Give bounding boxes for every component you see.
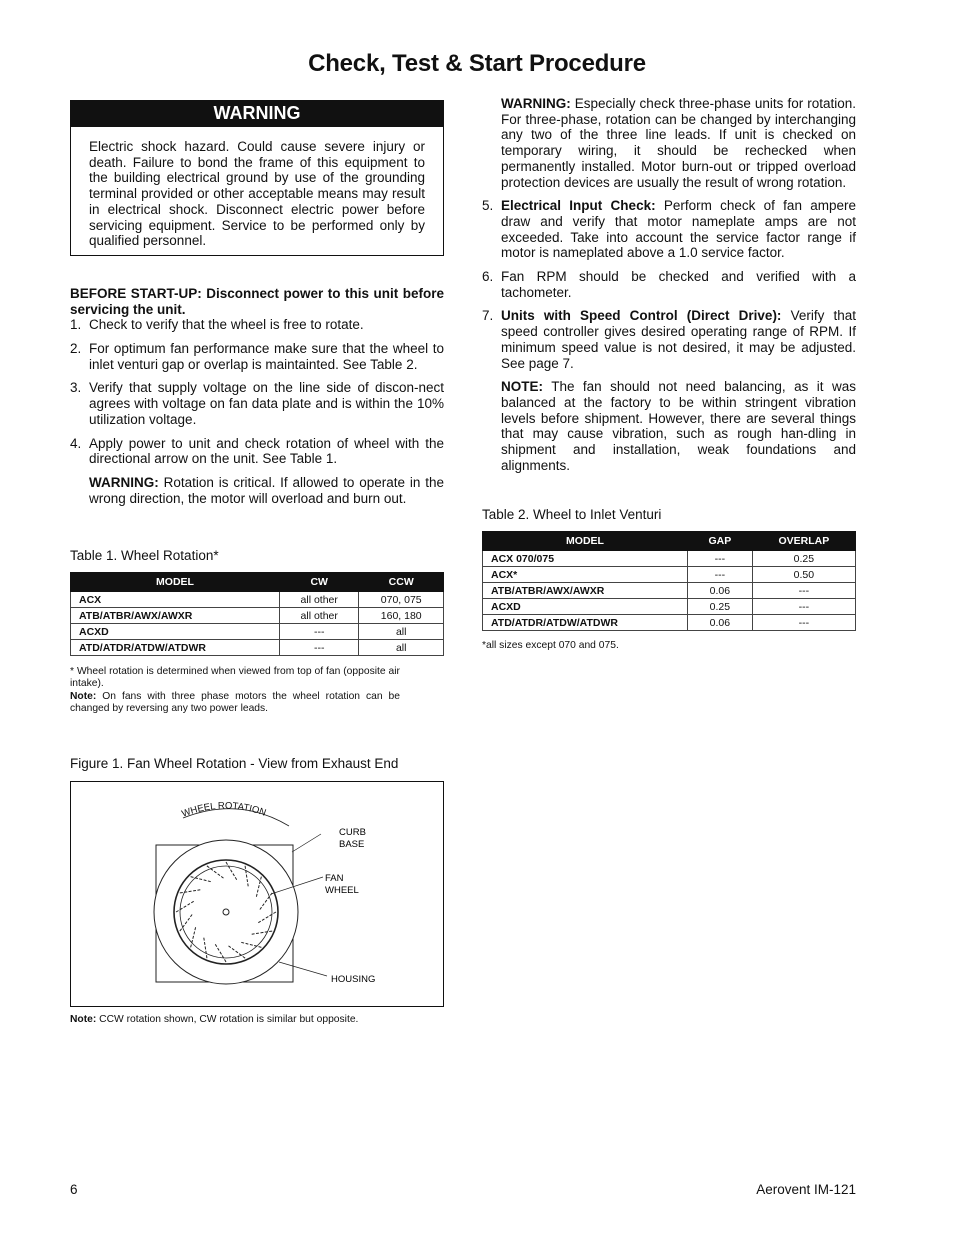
col-gap: GAP xyxy=(688,532,753,551)
three-phase-warning-text: Especially check three-phase units for rotation. For three-phase, rotation can be changed by interchanging any two of the three line leads. If unit is checked on temporary wiring, it should be rechecked when permanently installed. Motor burn-out or tripped overload protection devices are usually the result of wrong rotation. xyxy=(501,96,856,190)
step-text: Fan RPM should be checked and verified with a tachometer. xyxy=(501,269,856,300)
fan-label-1: FAN xyxy=(325,873,344,885)
warning-heading: WARNING xyxy=(71,101,443,127)
cell-model: ATD/ATDR/ATDW/ATDWR xyxy=(71,640,280,656)
cell-overlap: --- xyxy=(752,599,855,615)
table-row xyxy=(71,624,444,640)
table-row xyxy=(483,567,856,583)
cell-gap: 0.25 xyxy=(688,599,753,615)
table-row xyxy=(71,608,444,624)
table2-footnote: *all sizes except 070 and 075. xyxy=(482,640,619,652)
cell-ccw: all xyxy=(359,624,444,640)
note-label: Note: xyxy=(70,690,97,702)
table1-caption: Table 1. Wheel Rotation* xyxy=(70,548,219,564)
cell-overlap: 0.25 xyxy=(752,551,855,567)
procedure-steps-left xyxy=(70,317,444,506)
table-row xyxy=(483,583,856,599)
step-6 xyxy=(482,269,856,300)
table-row xyxy=(483,615,856,631)
col-overlap: OVERLAP xyxy=(752,532,855,551)
step-7 xyxy=(482,308,856,371)
cell-model: ATB/ATBR/AWX/AWXR xyxy=(483,583,688,599)
cell-overlap: --- xyxy=(752,583,855,599)
document-id: Aerovent IM-121 xyxy=(756,1182,856,1197)
table1-note xyxy=(70,691,400,716)
col-model: MODEL xyxy=(483,532,688,551)
cell-model: ATD/ATDR/ATDW/ATDWR xyxy=(483,615,688,631)
cell-model: ACXD xyxy=(71,624,280,640)
fan-wheel-diagram xyxy=(71,782,443,1006)
cell-overlap: 0.50 xyxy=(752,567,855,583)
note-text: CCW rotation shown, CW rotation is similar but opposite. xyxy=(96,1014,359,1026)
page-title: Check, Test & Start Procedure xyxy=(308,50,646,77)
note-text: On fans with three phase motors the wheel rotation can be changed by reversing any two power leads. xyxy=(70,690,400,715)
wheel-rotation-text: WHEEL ROTATION xyxy=(180,800,268,821)
step-number: 3. xyxy=(70,380,82,396)
table1-footnotes xyxy=(70,666,400,716)
table-row xyxy=(71,592,444,608)
step-number: 2. xyxy=(70,341,82,357)
warning-text: Electric shock hazard. Could cause severe injury or death. Failure to bond the frame of this equipment to the building electrical ground by use of the grounding terminal provided or other acceptable means may result in electrical shock. Disconnect electric power before servicing equipment. Service to be performed only by qualified personnel. xyxy=(89,139,425,249)
table-row xyxy=(483,599,856,615)
housing-label: HOUSING xyxy=(331,974,376,986)
balancing-note-label: NOTE: xyxy=(501,379,543,395)
col-ccw: CCW xyxy=(359,573,444,592)
step-number: 7. xyxy=(482,308,494,324)
rotation-warning-text: Rotation is critical. If allowed to operate in the wrong direction, the motor will overload and burn out. xyxy=(89,474,444,506)
procedure-steps-right xyxy=(482,198,856,473)
cell-ccw: all xyxy=(359,640,444,656)
cell-cw: --- xyxy=(280,640,359,656)
table2-caption: Table 2. Wheel to Inlet Venturi xyxy=(482,507,662,523)
table1-footnote: * Wheel rotation is determined when viewed from top of fan (opposite air intake). xyxy=(70,666,400,690)
left-column xyxy=(70,100,444,1027)
table-row xyxy=(71,640,444,656)
step-2 xyxy=(70,341,444,372)
step-number: 4. xyxy=(70,435,82,451)
housing-leader xyxy=(279,962,327,976)
electric-shock-warning-box xyxy=(70,100,444,256)
step-label: Electrical Input Check: xyxy=(501,198,656,214)
col-cw: CW xyxy=(280,573,359,592)
cell-gap: --- xyxy=(688,551,753,567)
curb-leader xyxy=(292,834,321,852)
balancing-note-text: The fan should not need balancing, as it was balanced at the factory to be within stringent vibration levels before shipment. However, there are several things that may cause vibration, such as rough han-dling in shipment and installation, weak foundations and alignments. xyxy=(501,379,856,473)
step-text: Verify that speed controller gives desired operating range of RPM. If minimum speed value is not desired, it may be adjusted. See page 7. xyxy=(501,308,856,371)
before-startup-notice: BEFORE START-UP: Disconnect power to this unit before servicing the unit. xyxy=(70,285,444,317)
three-phase-warning xyxy=(482,96,856,190)
step-label: Units with Speed Control (Direct Drive): xyxy=(501,308,782,324)
three-phase-warning-label: WARNING: xyxy=(501,96,571,111)
cell-cw: all other xyxy=(280,608,359,624)
cell-overlap: --- xyxy=(752,615,855,631)
step-1 xyxy=(70,317,444,333)
cell-model: ACX 070/075 xyxy=(483,551,688,567)
step-text: Perform check of fan ampere draw and verify that motor nameplate amps are not exceeded. Take into account the service factor range if motor is nameplated above a 1.0 service factor. xyxy=(501,198,856,261)
hub xyxy=(223,909,229,915)
step-number: 6. xyxy=(482,269,494,285)
step-number: 1. xyxy=(70,317,82,333)
cell-ccw: 160, 180 xyxy=(359,608,444,624)
cell-model: ATB/ATBR/AWX/AWXR xyxy=(71,608,280,624)
step-text: Verify that supply voltage on the line side of discon-nect agrees with voltage on fan data plate and is within the 10% utilization voltage. xyxy=(89,380,444,427)
balancing-note xyxy=(482,379,856,473)
curb-label-1: CURB xyxy=(339,827,366,839)
cell-ccw: 070, 075 xyxy=(359,592,444,608)
rotation-warning-label: WARNING: xyxy=(89,474,159,490)
cell-gap: --- xyxy=(688,567,753,583)
cell-gap: 0.06 xyxy=(688,615,753,631)
inlet-venturi-table xyxy=(482,531,856,631)
cell-model: ACX* xyxy=(483,567,688,583)
right-column xyxy=(482,96,856,653)
step-3 xyxy=(70,380,444,427)
step-text: For optimum fan performance make sure that the wheel to inlet venturi gap or overlap is maintainted. See Table 2. xyxy=(89,341,444,372)
note-label: Note: xyxy=(70,1014,97,1026)
wheel-rotation-label xyxy=(180,801,267,820)
figure1-caption: Figure 1. Fan Wheel Rotation - View from Exhaust End xyxy=(70,755,399,771)
cell-cw: --- xyxy=(280,624,359,640)
step-5 xyxy=(482,198,856,261)
step-text: Apply power to unit and check rotation of wheel with the directional arrow on the unit. See Table 1. xyxy=(89,435,444,467)
rotation-warning xyxy=(70,475,444,506)
figure1-note xyxy=(70,1014,444,1026)
col-model: MODEL xyxy=(71,573,280,592)
curb-label-2: BASE xyxy=(339,839,365,851)
wheel-rotation-table xyxy=(70,572,444,656)
fan-label-2: WHEEL xyxy=(325,885,359,897)
page-number: 6 xyxy=(70,1182,78,1197)
step-number: 5. xyxy=(482,198,494,214)
cell-gap: 0.06 xyxy=(688,583,753,599)
cell-model: ACXD xyxy=(483,599,688,615)
fan-wheel-figure xyxy=(70,781,444,1007)
step-4 xyxy=(70,436,444,467)
step-text: Check to verify that the wheel is free to rotate. xyxy=(89,317,364,333)
table-row xyxy=(483,551,856,567)
cell-model: ACX xyxy=(71,592,280,608)
cell-cw: all other xyxy=(280,592,359,608)
